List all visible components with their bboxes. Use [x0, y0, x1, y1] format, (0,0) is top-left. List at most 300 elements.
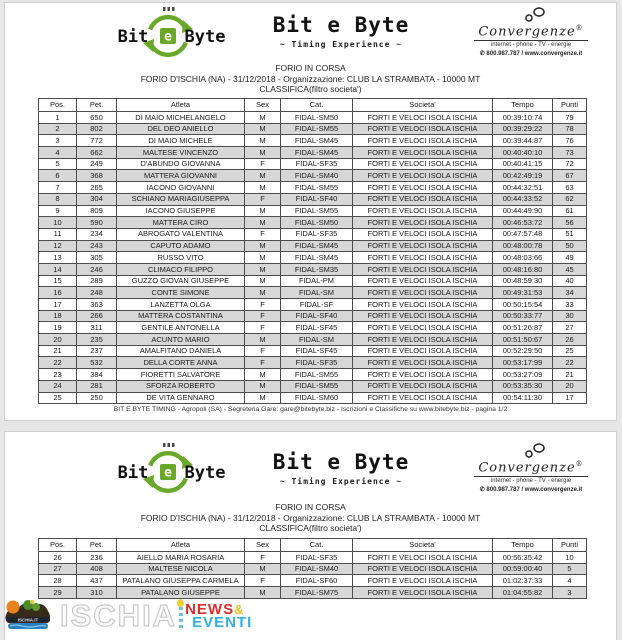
table-cell: 17 — [39, 299, 77, 311]
table-cell: M — [245, 170, 281, 182]
table-cell: 3 — [553, 587, 587, 599]
table-cell: FORTI E VELOCI ISOLA ISCHIA — [353, 299, 493, 311]
table-cell: FIDAL-SM55 — [281, 205, 353, 217]
table-cell: 00:39:29:22 — [493, 123, 553, 135]
bitebyte-logo-svg — [103, 6, 233, 60]
convergenze-contact: ✆ 800.987.787 / www.convergenze.it — [479, 487, 583, 494]
table-cell: 26 — [39, 552, 77, 564]
table-cell: 00:59:00:40 — [493, 563, 553, 575]
table-cell: 18 — [39, 310, 77, 322]
results-table-page2 — [38, 538, 587, 599]
table-cell: 650 — [77, 112, 117, 124]
table-cell: M — [245, 205, 281, 217]
table-row — [39, 147, 587, 159]
table-cell: FORTI E VELOCI ISOLA ISCHIA — [353, 575, 493, 587]
table-header-row — [39, 539, 587, 552]
table-cell: 00:49:31:53 — [493, 287, 553, 299]
table-cell: 20 — [553, 380, 587, 392]
table-cell: F — [245, 158, 281, 170]
table-cell: 63 — [553, 182, 587, 194]
table-cell: 236 — [77, 552, 117, 564]
table-cell: F — [245, 299, 281, 311]
column-header: Cat. — [281, 539, 353, 552]
table-cell: M — [245, 135, 281, 147]
table-row — [39, 158, 587, 170]
table-cell: ACUNTO MARIO — [117, 334, 245, 346]
candle-icon — [179, 607, 183, 631]
table-row — [39, 263, 587, 275]
table-cell: FORTI E VELOCI ISOLA ISCHIA — [353, 275, 493, 287]
table-cell: 235 — [77, 334, 117, 346]
table-cell: 00:48:59:30 — [493, 275, 553, 287]
table-cell: FIDAL-SM45 — [281, 135, 353, 147]
table-cell: 62 — [553, 193, 587, 205]
table-cell: CLIMACO FILIPPO — [117, 263, 245, 275]
table-cell: 73 — [553, 147, 587, 159]
table-cell: M — [245, 287, 281, 299]
table-cell: F — [245, 310, 281, 322]
table-cell: FORTI E VELOCI ISOLA ISCHIA — [353, 380, 493, 392]
table-cell: MALTESE VINCENZO — [117, 147, 245, 159]
column-header: Pos. — [39, 539, 77, 552]
table-cell: M — [245, 587, 281, 599]
race-header — [5, 502, 616, 534]
table-cell: M — [245, 392, 281, 404]
table-cell: F — [245, 552, 281, 564]
convergenze-logo — [451, 6, 611, 57]
svg-text:Bit: Bit — [117, 27, 149, 47]
table-cell: 51 — [553, 228, 587, 240]
table-cell: 237 — [77, 345, 117, 357]
table-cell: 00:40:40:10 — [493, 147, 553, 159]
table-cell: MATTERA GIOVANNI — [117, 170, 245, 182]
table-cell: M — [245, 263, 281, 275]
table-row — [39, 205, 587, 217]
table-cell: 00:50:15:54 — [493, 299, 553, 311]
bitebyte-logo-icon — [103, 6, 233, 60]
table-cell: 15 — [39, 275, 77, 287]
table-cell: 662 — [77, 147, 117, 159]
column-header: Atleta — [117, 539, 245, 552]
table-cell: 22 — [39, 357, 77, 369]
convergenze-name: Convergenze® — [474, 25, 587, 42]
table-cell: FORTI E VELOCI ISOLA ISCHIA — [353, 552, 493, 564]
table-cell: FORTI E VELOCI ISOLA ISCHIA — [353, 369, 493, 381]
table-cell: 10 — [39, 217, 77, 229]
column-header: Pet. — [77, 99, 117, 112]
column-header: Atleta — [117, 99, 245, 112]
table-cell: FORTI E VELOCI ISOLA ISCHIA — [353, 334, 493, 346]
table-cell: FORTI E VELOCI ISOLA ISCHIA — [353, 263, 493, 275]
table-cell: 33 — [553, 299, 587, 311]
table-cell: 408 — [77, 563, 117, 575]
table-cell: FIDAL-SM55 — [281, 369, 353, 381]
table-cell: FIDAL-PM — [281, 275, 353, 287]
column-header: Societa' — [353, 99, 493, 112]
table-cell: 45 — [553, 263, 587, 275]
table-cell: 246 — [77, 263, 117, 275]
table-cell: 00:40:41:15 — [493, 158, 553, 170]
watermark-ampersand: & — [234, 602, 244, 617]
table-cell: DI MAIO MICHELANGELO — [117, 112, 245, 124]
table-cell: 5 — [39, 158, 77, 170]
table-row — [39, 575, 587, 587]
table-cell: M — [245, 147, 281, 159]
table-cell: FIDAL-SF35 — [281, 357, 353, 369]
table-cell: FIDAL-SF45 — [281, 322, 353, 334]
ischia-news-eventi-watermark — [2, 597, 252, 639]
table-cell: 21 — [553, 369, 587, 381]
table-cell: 00:44:33:52 — [493, 193, 553, 205]
table-cell: FORTI E VELOCI ISOLA ISCHIA — [353, 147, 493, 159]
table-cell: 289 — [77, 275, 117, 287]
table-cell: 00:51:26:87 — [493, 322, 553, 334]
table-cell: FIORETTI SALVATORE — [117, 369, 245, 381]
table-cell: FIDAL-SF35 — [281, 552, 353, 564]
table-cell: SFORZA ROBERTO — [117, 380, 245, 392]
table-cell: FORTI E VELOCI ISOLA ISCHIA — [353, 228, 493, 240]
table-cell: FIDAL-SF45 — [281, 345, 353, 357]
table-cell: FORTI E VELOCI ISOLA ISCHIA — [353, 193, 493, 205]
table-cell: F — [245, 322, 281, 334]
column-header: Punti — [553, 539, 587, 552]
table-row — [39, 240, 587, 252]
table-cell: 11 — [39, 228, 77, 240]
table-cell: 363 — [77, 299, 117, 311]
table-cell: FIDAL-SM45 — [281, 240, 353, 252]
table-cell: 27 — [553, 322, 587, 334]
table-cell: 20 — [39, 334, 77, 346]
table-cell: 4 — [553, 575, 587, 587]
convergenze-contact: ✆ 800.987.787 / www.convergenze.it — [479, 51, 583, 58]
convergenze-name: Convergenze® — [474, 461, 587, 478]
table-cell: FORTI E VELOCI ISOLA ISCHIA — [353, 357, 493, 369]
table-row — [39, 275, 587, 287]
table-cell: 72 — [553, 158, 587, 170]
table-cell: 19 — [39, 322, 77, 334]
bitebyte-wordmark — [241, 452, 441, 486]
table-cell: FIDAL-SM45 — [281, 147, 353, 159]
table-cell: FORTI E VELOCI ISOLA ISCHIA — [353, 252, 493, 264]
table-cell: M — [245, 275, 281, 287]
table-row — [39, 228, 587, 240]
table-cell: 3 — [39, 135, 77, 147]
table-cell: 1 — [39, 112, 77, 124]
race-classification: CLASSIFICA(filtro societa') — [259, 523, 362, 533]
table-cell: F — [245, 228, 281, 240]
column-header: Tempo — [493, 99, 553, 112]
table-cell: IACONO GIUSEPPE — [117, 205, 245, 217]
table-cell: DEL DEO ANIELLO — [117, 123, 245, 135]
table-cell: 22 — [553, 357, 587, 369]
table-cell: 6 — [39, 170, 77, 182]
table-cell: 01:02:37:33 — [493, 575, 553, 587]
column-header: Tempo — [493, 539, 553, 552]
table-cell: MALTESE NICOLA — [117, 563, 245, 575]
table-cell: 24 — [39, 380, 77, 392]
table-cell: FIDAL-SM — [281, 287, 353, 299]
table-cell: CAPUTO ADAMO — [117, 240, 245, 252]
ischia-island-icon — [2, 597, 54, 633]
results-table-page1 — [38, 98, 587, 404]
table-cell: 79 — [553, 112, 587, 124]
table-cell: 809 — [77, 205, 117, 217]
table-cell: 311 — [77, 322, 117, 334]
registered-mark: ® — [575, 23, 584, 32]
table-cell: FORTI E VELOCI ISOLA ISCHIA — [353, 310, 493, 322]
table-cell: 21 — [39, 345, 77, 357]
table-cell: 23 — [39, 369, 77, 381]
table-cell: 78 — [553, 123, 587, 135]
table-cell: 265 — [77, 182, 117, 194]
convergenze-bubbles-icon — [451, 442, 611, 458]
table-cell: 28 — [39, 575, 77, 587]
svg-text:Byte: Byte — [184, 27, 226, 47]
table-cell: 25 — [553, 345, 587, 357]
table-cell: 00:50:33:77 — [493, 310, 553, 322]
table-cell: 7 — [39, 182, 77, 194]
table-cell: FORTI E VELOCI ISOLA ISCHIA — [353, 182, 493, 194]
table-cell: FORTI E VELOCI ISOLA ISCHIA — [353, 217, 493, 229]
table-row — [39, 252, 587, 264]
table-row — [39, 392, 587, 404]
table-cell: 40 — [553, 275, 587, 287]
table-cell: FIDAL-SF35 — [281, 158, 353, 170]
table-row — [39, 563, 587, 575]
table-cell: 00:53:35:30 — [493, 380, 553, 392]
column-header: Pet. — [77, 539, 117, 552]
table-row — [39, 112, 587, 124]
table-cell: FORTI E VELOCI ISOLA ISCHIA — [353, 392, 493, 404]
table-row — [39, 334, 587, 346]
table-cell: M — [245, 369, 281, 381]
table-cell: 14 — [39, 263, 77, 275]
table-cell: 13 — [39, 252, 77, 264]
table-cell: M — [245, 252, 281, 264]
table-row — [39, 552, 587, 564]
table-cell: 8 — [39, 193, 77, 205]
table-row — [39, 380, 587, 392]
table-row — [39, 135, 587, 147]
table-cell: FIDAL-SM50 — [281, 112, 353, 124]
table-cell: 56 — [553, 217, 587, 229]
table-cell: 01:04:55:82 — [493, 587, 553, 599]
table-cell: PATALANO GIUSEPPA CARMELA — [117, 575, 245, 587]
table-cell: 00:47:57:48 — [493, 228, 553, 240]
table-cell: 368 — [77, 170, 117, 182]
table-cell: M — [245, 334, 281, 346]
column-header: Pos. — [39, 99, 77, 112]
table-cell: 9 — [39, 205, 77, 217]
table-cell: FIDAL-SF40 — [281, 193, 353, 205]
table-cell: DI MAIO MICHELE — [117, 135, 245, 147]
table-row — [39, 357, 587, 369]
table-cell: 384 — [77, 369, 117, 381]
table-cell: M — [245, 563, 281, 575]
table-cell: FORTI E VELOCI ISOLA ISCHIA — [353, 123, 493, 135]
table-cell: DELLA CORTE ANNA — [117, 357, 245, 369]
table-cell: DE VITA GENNARO — [117, 392, 245, 404]
table-cell: MATTERA COSTANTINA — [117, 310, 245, 322]
table-cell: 30 — [553, 310, 587, 322]
convergenze-bubbles-icon — [451, 6, 611, 22]
table-row — [39, 217, 587, 229]
table-cell: FORTI E VELOCI ISOLA ISCHIA — [353, 345, 493, 357]
column-header: Sex — [245, 539, 281, 552]
table-cell: 00:44:49:90 — [493, 205, 553, 217]
column-header: Cat. — [281, 99, 353, 112]
table-cell: FIDAL-SM75 — [281, 587, 353, 599]
table-cell: RUSSO VITO — [117, 252, 245, 264]
table-cell: 00:48:00:78 — [493, 240, 553, 252]
table-cell: CONTE SIMONE — [117, 287, 245, 299]
table-cell: 532 — [77, 357, 117, 369]
table-cell: 67 — [553, 170, 587, 182]
table-cell: 00:42:49:19 — [493, 170, 553, 182]
table-cell: FIDAL-SM — [281, 334, 353, 346]
table-cell: FIDAL-SM40 — [281, 563, 353, 575]
svg-text:e: e — [164, 29, 172, 45]
table-cell: 00:39:10:74 — [493, 112, 553, 124]
table-cell: FORTI E VELOCI ISOLA ISCHIA — [353, 205, 493, 217]
race-subtitle: FORIO D'ISCHIA (NA) - 31/12/2018 - Organizzazione: CLUB LA STRAMBATA - 10000 MT — [140, 512, 481, 523]
table-header-row — [39, 99, 587, 112]
table-cell: FORTI E VELOCI ISOLA ISCHIA — [353, 322, 493, 334]
table-cell: FIDAL-SM40 — [281, 170, 353, 182]
watermark-news-text: NEWS — [185, 601, 235, 618]
bitebyte-subtitle: ~ Timing Experience ~ — [279, 477, 403, 486]
table-cell: 00:56:35:42 — [493, 552, 553, 564]
table-row — [39, 182, 587, 194]
table-cell: MATTERA CIRO — [117, 217, 245, 229]
table-cell: SCHIANO MARIAGIUSEPPA — [117, 193, 245, 205]
table-cell: 00:48:16:80 — [493, 263, 553, 275]
table-cell: ABROGATO VALENTINA — [117, 228, 245, 240]
table-cell: 16 — [39, 287, 77, 299]
table-row — [39, 193, 587, 205]
table-cell: 5 — [553, 563, 587, 575]
watermark-eventi-text: EVENTI — [192, 614, 253, 631]
table-cell: 00:39:44:87 — [493, 135, 553, 147]
column-header: Sex — [245, 99, 281, 112]
table-cell: 00:54:11:30 — [493, 392, 553, 404]
table-cell: 00:52:29:50 — [493, 345, 553, 357]
table-row — [39, 299, 587, 311]
table-cell: FIDAL-SF40 — [281, 310, 353, 322]
table-cell: 234 — [77, 228, 117, 240]
table-cell: FIDAL-SM50 — [281, 217, 353, 229]
table-cell: 00:53:27:09 — [493, 369, 553, 381]
table-cell: 249 — [77, 158, 117, 170]
svg-text:e: e — [164, 465, 172, 481]
table-cell: 266 — [77, 310, 117, 322]
table-cell: M — [245, 182, 281, 194]
table-cell: 61 — [553, 205, 587, 217]
table-cell: 49 — [553, 252, 587, 264]
table-cell: 50 — [553, 240, 587, 252]
bitebyte-subtitle: ~ Timing Experience ~ — [279, 40, 403, 49]
table-cell: FORTI E VELOCI ISOLA ISCHIA — [353, 587, 493, 599]
race-classification: CLASSIFICA(filtro societa') — [259, 84, 362, 94]
race-header — [5, 63, 616, 95]
svg-text:Bit: Bit — [117, 463, 149, 483]
table-row — [39, 322, 587, 334]
table-cell: FIDAL-SM55 — [281, 182, 353, 194]
table-cell: M — [245, 217, 281, 229]
table-cell: 17 — [553, 392, 587, 404]
table-cell: AMALFITANO DANIELA — [117, 345, 245, 357]
table-cell: 00:53:17:99 — [493, 357, 553, 369]
column-header: Punti — [553, 99, 587, 112]
table-cell: F — [245, 193, 281, 205]
table-cell: 802 — [77, 123, 117, 135]
convergenze-tagline: internet - phone - TV - energie — [490, 478, 572, 485]
table-cell: M — [245, 380, 281, 392]
table-cell: M — [245, 112, 281, 124]
race-title: FORIO IN CORSA — [275, 502, 346, 512]
table-cell: 248 — [77, 287, 117, 299]
table-cell: FORTI E VELOCI ISOLA ISCHIA — [353, 170, 493, 182]
table-cell: 305 — [77, 252, 117, 264]
table-cell: IACONO GIOVANNI — [117, 182, 245, 194]
registered-mark: ® — [575, 459, 584, 468]
table-cell: FIDAL-SM60 — [281, 392, 353, 404]
table-cell: F — [245, 357, 281, 369]
table-cell: FORTI E VELOCI ISOLA ISCHIA — [353, 240, 493, 252]
table-cell: 243 — [77, 240, 117, 252]
table-row — [39, 345, 587, 357]
table-cell: 437 — [77, 575, 117, 587]
table-cell: FIDAL-SF35 — [281, 228, 353, 240]
table-cell: AIELLO MARIA ROSARIA — [117, 552, 245, 564]
table-cell: M — [245, 123, 281, 135]
table-cell: 250 — [77, 392, 117, 404]
table-cell: 281 — [77, 380, 117, 392]
table-row — [39, 170, 587, 182]
table-cell: 4 — [39, 147, 77, 159]
table-cell: M — [245, 240, 281, 252]
table-cell: FIDAL-SF — [281, 299, 353, 311]
table-cell: 772 — [77, 135, 117, 147]
column-header: Societa' — [353, 539, 493, 552]
table-cell: 00:51:50:67 — [493, 334, 553, 346]
table-cell: 12 — [39, 240, 77, 252]
table-row — [39, 123, 587, 135]
page1-footer: BIT E BYTE TIMING - Agropoli (SA) - Segreteria Gare: gare@bitebyte.biz - Iscrizioni e Classifiche su www.bitebyte.biz - pagina 1/2 — [113, 406, 508, 413]
convergenze-logo — [451, 442, 611, 493]
table-cell: PATALANO GIUSEPPE — [117, 587, 245, 599]
table-cell: FORTI E VELOCI ISOLA ISCHIA — [353, 287, 493, 299]
bitebyte-title: Bit e Byte — [272, 450, 410, 474]
watermark-ischia-text: ISCHIA — [60, 598, 178, 633]
table-cell: 2 — [39, 123, 77, 135]
table-row — [39, 369, 587, 381]
bitebyte-title: Bit e Byte — [272, 13, 410, 37]
race-subtitle: FORIO D'ISCHIA (NA) - 31/12/2018 - Organizzazione: CLUB LA STRAMBATA - 10000 MT — [140, 73, 481, 84]
table-cell: GENTILE ANTONELLA — [117, 322, 245, 334]
table-cell: D'ABUNDO GIOVANNA — [117, 158, 245, 170]
table-row — [39, 287, 587, 299]
table-cell: 00:44:32:51 — [493, 182, 553, 194]
table-cell: FIDAL-SF60 — [281, 575, 353, 587]
table-cell: FORTI E VELOCI ISOLA ISCHIA — [353, 563, 493, 575]
race-title: FORIO IN CORSA — [275, 63, 346, 73]
table-cell: 26 — [553, 334, 587, 346]
table-cell: FIDAL-SM55 — [281, 123, 353, 135]
table-cell: F — [245, 575, 281, 587]
table-cell: FORTI E VELOCI ISOLA ISCHIA — [353, 158, 493, 170]
table-cell: LANZETTA OLGA — [117, 299, 245, 311]
